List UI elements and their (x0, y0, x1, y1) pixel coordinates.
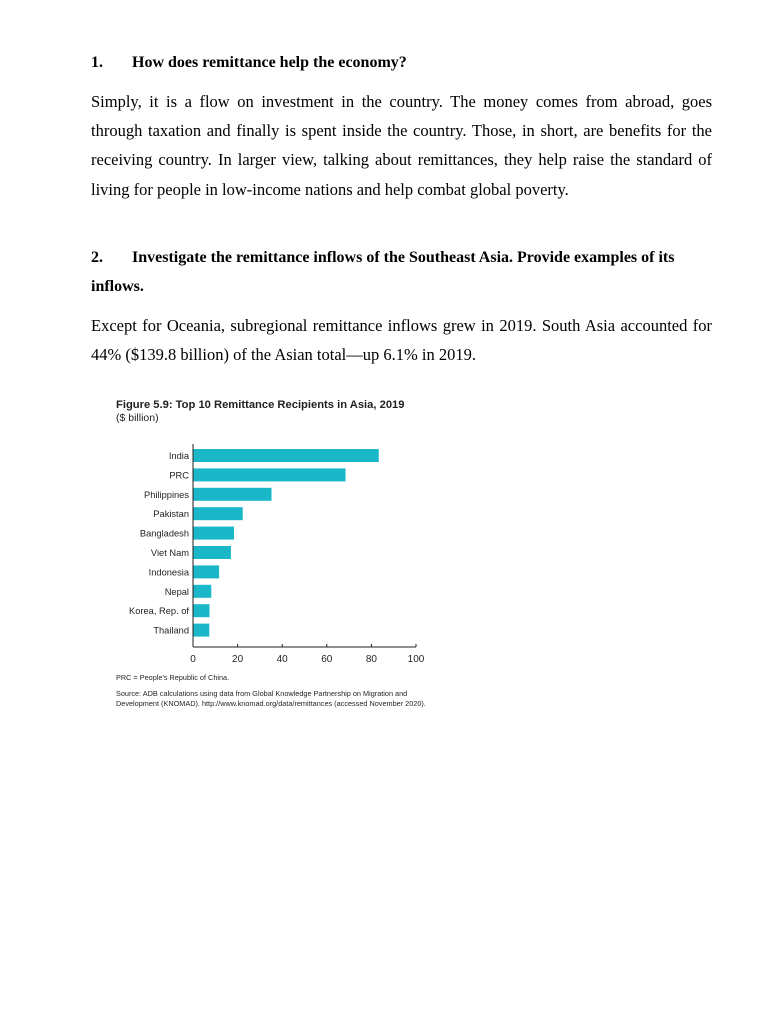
category-label-3: Pakistan (153, 509, 189, 520)
question-2-number: 2. (91, 249, 103, 266)
question-1-heading (91, 48, 712, 77)
category-label-5: Viet Nam (150, 548, 189, 558)
x-tick-label-0: 0 (190, 654, 196, 665)
category-label-8: Korea, Rep. of (129, 606, 189, 617)
category-label-9: Thailand (153, 625, 189, 636)
category-label-7: Nepal (164, 586, 189, 597)
bar-8 (193, 604, 210, 617)
question-2-heading (91, 243, 712, 301)
x-tick-label-2: 40 (276, 654, 288, 665)
question-2-answer: Except for Oceania, subregional remittance inflows grew in 2019. South Asia accounted for 44% ($139.8 billion) of the Asian total—up 6.1% in 2019. (91, 316, 712, 365)
x-tick-label-1: 20 (232, 654, 244, 665)
figure-title: Figure 5.9: Top 10 Remittance Recipients in Asia, 2019 (116, 399, 405, 411)
category-label-2: Philippines (144, 489, 189, 500)
x-tick-label-3: 60 (321, 654, 333, 665)
bar-7 (193, 585, 211, 598)
figure-unit: ($ billion) (116, 412, 159, 424)
category-label-4: Bangladesh (139, 528, 189, 539)
figure-remittance-recipients (110, 392, 440, 742)
bar-5 (193, 546, 231, 559)
bar-chart (110, 392, 440, 672)
bar-6 (193, 565, 219, 578)
question-2-title: Investigate the remittance inflows of the Southeast Asia. Provide examples of its inflows. (91, 249, 675, 295)
x-tick-label-5: 100 (407, 654, 425, 665)
x-tick-label-4: 80 (365, 654, 377, 665)
bar-4 (193, 527, 234, 540)
bar-9 (193, 624, 209, 637)
bar-3 (193, 507, 243, 520)
bar-2 (193, 488, 271, 501)
bar-1 (193, 468, 346, 481)
category-label-0: India (168, 451, 189, 461)
category-label-6: Indonesia (148, 567, 189, 578)
question-1-title: How does remittance help the economy? (132, 54, 407, 71)
figure-source: Source: ADB calculations using data from Global Knowledge Partnership on Migration and Development (KNOMAD). http://www.knomad.org/data/remittances (accessed November 2020). (116, 689, 426, 708)
bar-0 (193, 449, 379, 462)
figure-note: PRC = People's Republic of China. (116, 673, 230, 682)
question-1-answer: Simply, it is a flow on investment in the country. The money comes from abroad, goes through taxation and finally is spent inside the country. Those, in short, are benefits for the receiving country. In larger view, talking about remittances, they help raise the standard of living for people in low-income nations and help combat global poverty. (91, 92, 712, 199)
category-label-1: PRC (169, 470, 189, 481)
question-1-number: 1. (91, 54, 103, 71)
